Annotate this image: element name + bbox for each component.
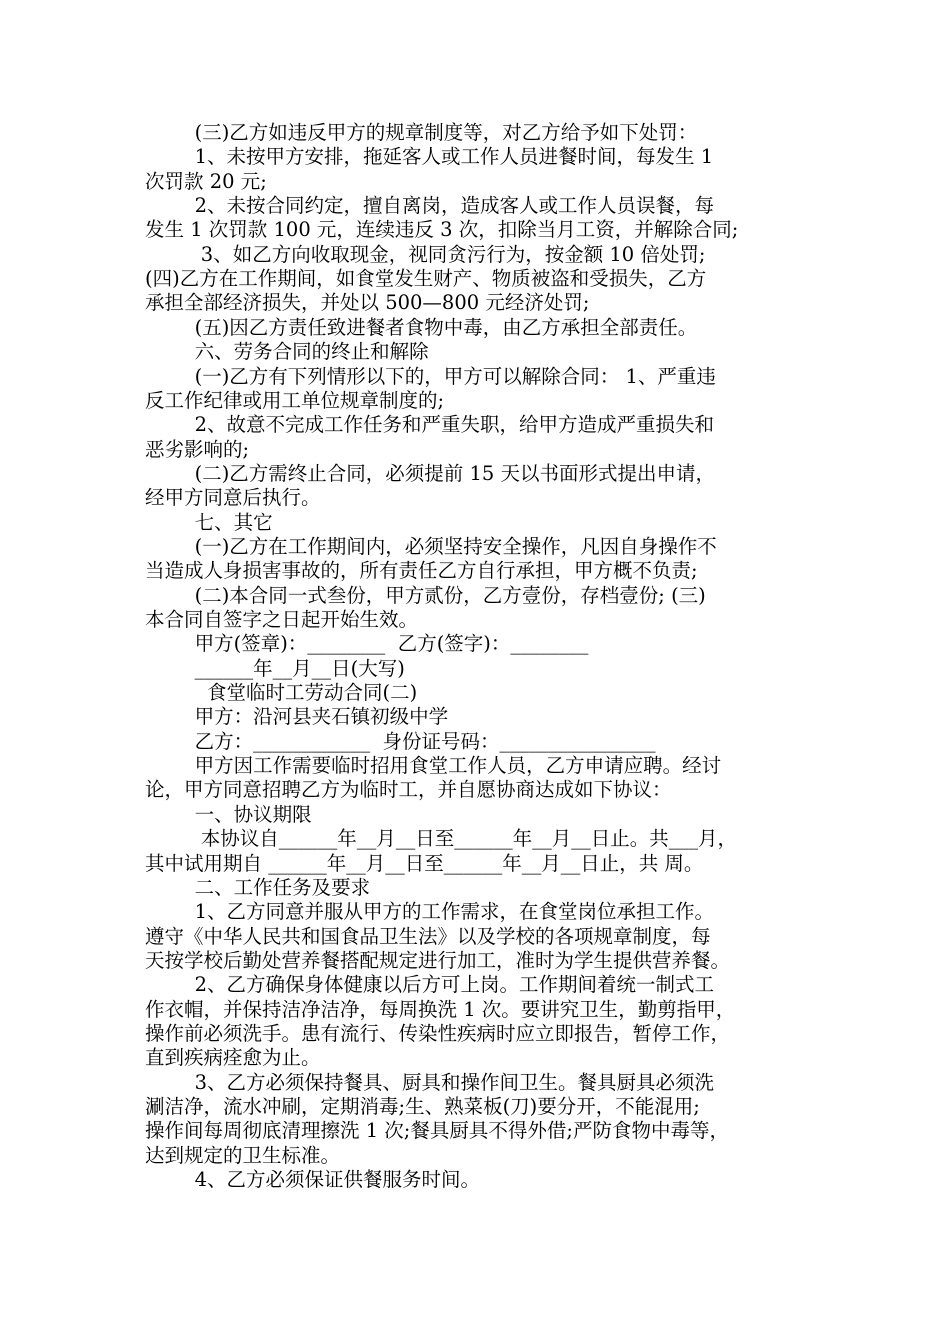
text-line: 甲方：沿河县夹石镇初级中学 xyxy=(145,705,449,729)
text-line: 食堂临时工劳动合同(二) xyxy=(145,681,418,705)
text-line: 3、乙方必须保持餐具、厨具和操作间卫生。餐具厨具必须洗 xyxy=(145,1070,714,1094)
text-line: 作衣帽，并保持洁净洁净，每周换洗 1 次。要讲究卫生，勤剪指甲， xyxy=(145,997,736,1021)
text-line: (二)本合同一式叁份，甲方贰份，乙方壹份，存档壹份; (三) xyxy=(145,583,706,607)
text-line: 乙方：____________ 身份证号码：________________ xyxy=(145,729,656,753)
text-line: 2、乙方确保身体健康以后方可上岗。工作期间着统一制式工 xyxy=(145,973,714,997)
text-line: 恶劣影响的; xyxy=(145,437,250,461)
text-line: 直到疾病痊愈为止。 xyxy=(145,1046,321,1070)
text-line: 操作前必须洗手。患有流行、传染性疾病时应立即报告，暂停工作， xyxy=(145,1021,731,1045)
text-line: 次罚款 20 元; xyxy=(145,169,267,193)
text-line: 1、未按甲方安排，拖延客人或工作人员进餐时间，每发生 1 xyxy=(145,145,714,169)
text-line: 一、协议期限 xyxy=(145,802,312,826)
text-line: 发生 1 次罚款 100 元，连续违反 3 次，扣除当月工资，并解除合同; xyxy=(145,218,739,242)
text-line: 遵守《中华人民共和国食品卫生法》以及学校的各项规章制度，每 xyxy=(145,924,711,948)
text-line: 论，甲方同意招聘乙方为临时工，并自愿协商达成如下协议： xyxy=(145,778,672,802)
text-line: ______年__月__日(大写) xyxy=(145,656,405,680)
text-line: 达到规定的卫生标准。 xyxy=(145,1143,341,1167)
text-line: 七、其它 xyxy=(145,510,273,534)
text-line: 其中试用期自 ______年__月__日至______年__月__日止，共 周。 xyxy=(145,851,704,875)
text-line: 天按学校后勤处营养餐搭配规定进行加工，准时为学生提供营养餐。 xyxy=(145,948,731,972)
text-line: 二、工作任务及要求 xyxy=(145,875,371,899)
text-line: 4、乙方必须保证供餐服务时间。 xyxy=(145,1168,480,1192)
text-line: 当造成人身损害事故的，所有责任乙方自行承担，甲方概不负责; xyxy=(145,559,698,583)
text-line: 涮洁净，流水冲刷，定期消毒;生、熟菜板(刀)要分开，不能混用; xyxy=(145,1095,700,1118)
text-line: 3、如乙方向收取现金，视同贪污行为，按金额 10 倍处罚; xyxy=(145,242,706,266)
text-line: 六、劳务合同的终止和解除 xyxy=(145,340,429,364)
text-line: 2、故意不完成工作任务和严重失职，给甲方造成严重损失和 xyxy=(145,413,714,437)
text-line: (五)因乙方责任致进餐者食物中毒，由乙方承担全部责任。 xyxy=(145,315,698,339)
text-line: (一)乙方有下列情形以下的，甲方可以解除合同： 1、严重违 xyxy=(145,364,716,388)
text-line: 承担全部经济损失，并处以 500—800 元经济处罚; xyxy=(145,291,590,315)
text-line: (三)乙方如违反甲方的规章制度等，对乙方给予如下处罚： xyxy=(145,121,698,144)
text-line: 操作间每周彻底清理擦洗 1 次;餐具厨具不得外借;严防食物中毒等， xyxy=(145,1119,729,1143)
text-line: 反工作纪律或用工单位规章制度的; xyxy=(145,388,445,412)
text-line: (一)乙方在工作期间内，必须坚持安全操作，凡因自身操作不 xyxy=(145,534,717,558)
text-line: 甲方(签章)：________ 乙方(签字)：________ xyxy=(145,632,589,656)
text-line: 1、乙方同意并服从甲方的工作需求，在食堂岗位承担工作。 xyxy=(145,900,714,924)
text-line: 本合同自签字之日起开始生效。 xyxy=(145,608,419,631)
text-line: 2、未按合同约定，擅自离岗，造成客人或工作人员误餐，每 xyxy=(145,194,714,218)
text-line: 本协议自______年__月__日至______年__月__日止。共___月， xyxy=(145,827,738,851)
text-line: (二)乙方需终止合同，必须提前 15 天以书面形式提出申请， xyxy=(145,461,716,485)
text-line: (四)乙方在工作期间，如食堂发生财产、物质被盗和受损失，乙方 xyxy=(145,267,707,291)
text-line: 经甲方同意后执行。 xyxy=(145,486,321,510)
text-line: 甲方因工作需要临时招用食堂工作人员，乙方申请应聘。经讨 xyxy=(145,754,722,778)
